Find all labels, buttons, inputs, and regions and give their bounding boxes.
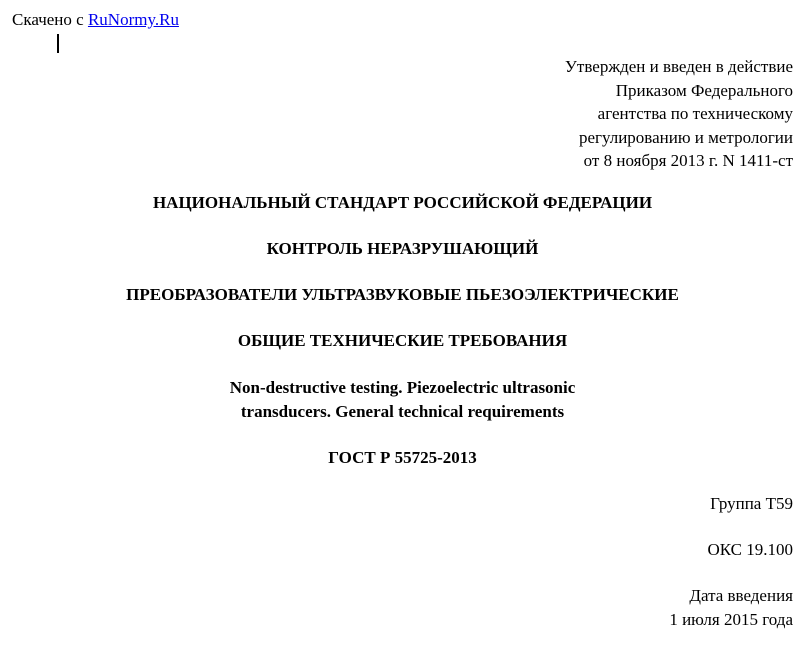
introduction-date-label: Дата введения xyxy=(689,586,793,605)
group-code: Группа Т59 xyxy=(710,494,793,513)
gost-number: ГОСТ Р 55725-2013 xyxy=(328,448,477,467)
national-standard-heading: НАЦИОНАЛЬНЫЙ СТАНДАРТ РОССИЙСКОЙ ФЕДЕРАЦИИ xyxy=(152,193,653,212)
control-heading: КОНТРОЛЬ НЕРАЗРУШАЮЩИЙ xyxy=(266,239,539,258)
approval-line: от 8 ноября 2013 г. N 1411-ст xyxy=(583,151,793,170)
english-title-line: transducers. General technical requirements xyxy=(240,401,565,421)
approval-line: Приказом Федерального xyxy=(615,80,793,100)
approval-line: агентства по техническому xyxy=(597,104,793,123)
introduction-date-value: 1 июля 2015 года xyxy=(669,609,793,629)
general-requirements-heading: ОБЩИЕ ТЕХНИЧЕСКИЕ ТРЕБОВАНИЯ xyxy=(237,331,568,350)
approval-line: регулированию и метрологии xyxy=(578,127,793,147)
approval-block xyxy=(373,55,793,173)
text-cursor xyxy=(57,34,59,53)
source-line xyxy=(12,9,179,31)
runormy-link[interactable]: RuNormy.Ru xyxy=(87,10,179,29)
english-title-line: Non-destructive testing. Piezoelectric ultrasonic xyxy=(229,378,576,397)
english-title xyxy=(0,376,799,423)
approval-line: Утвержден и введен в действие xyxy=(564,57,793,76)
introduction-date xyxy=(393,584,793,631)
source-prefix: Скачено с xyxy=(12,10,88,29)
transducers-heading: ПРЕОБРАЗОВАТЕЛИ УЛЬТРАЗВУКОВЫЕ ПЬЕЗОЭЛЕКТРИЧЕСКИЕ xyxy=(126,285,679,304)
oks-code: ОКС 19.100 xyxy=(707,540,793,559)
